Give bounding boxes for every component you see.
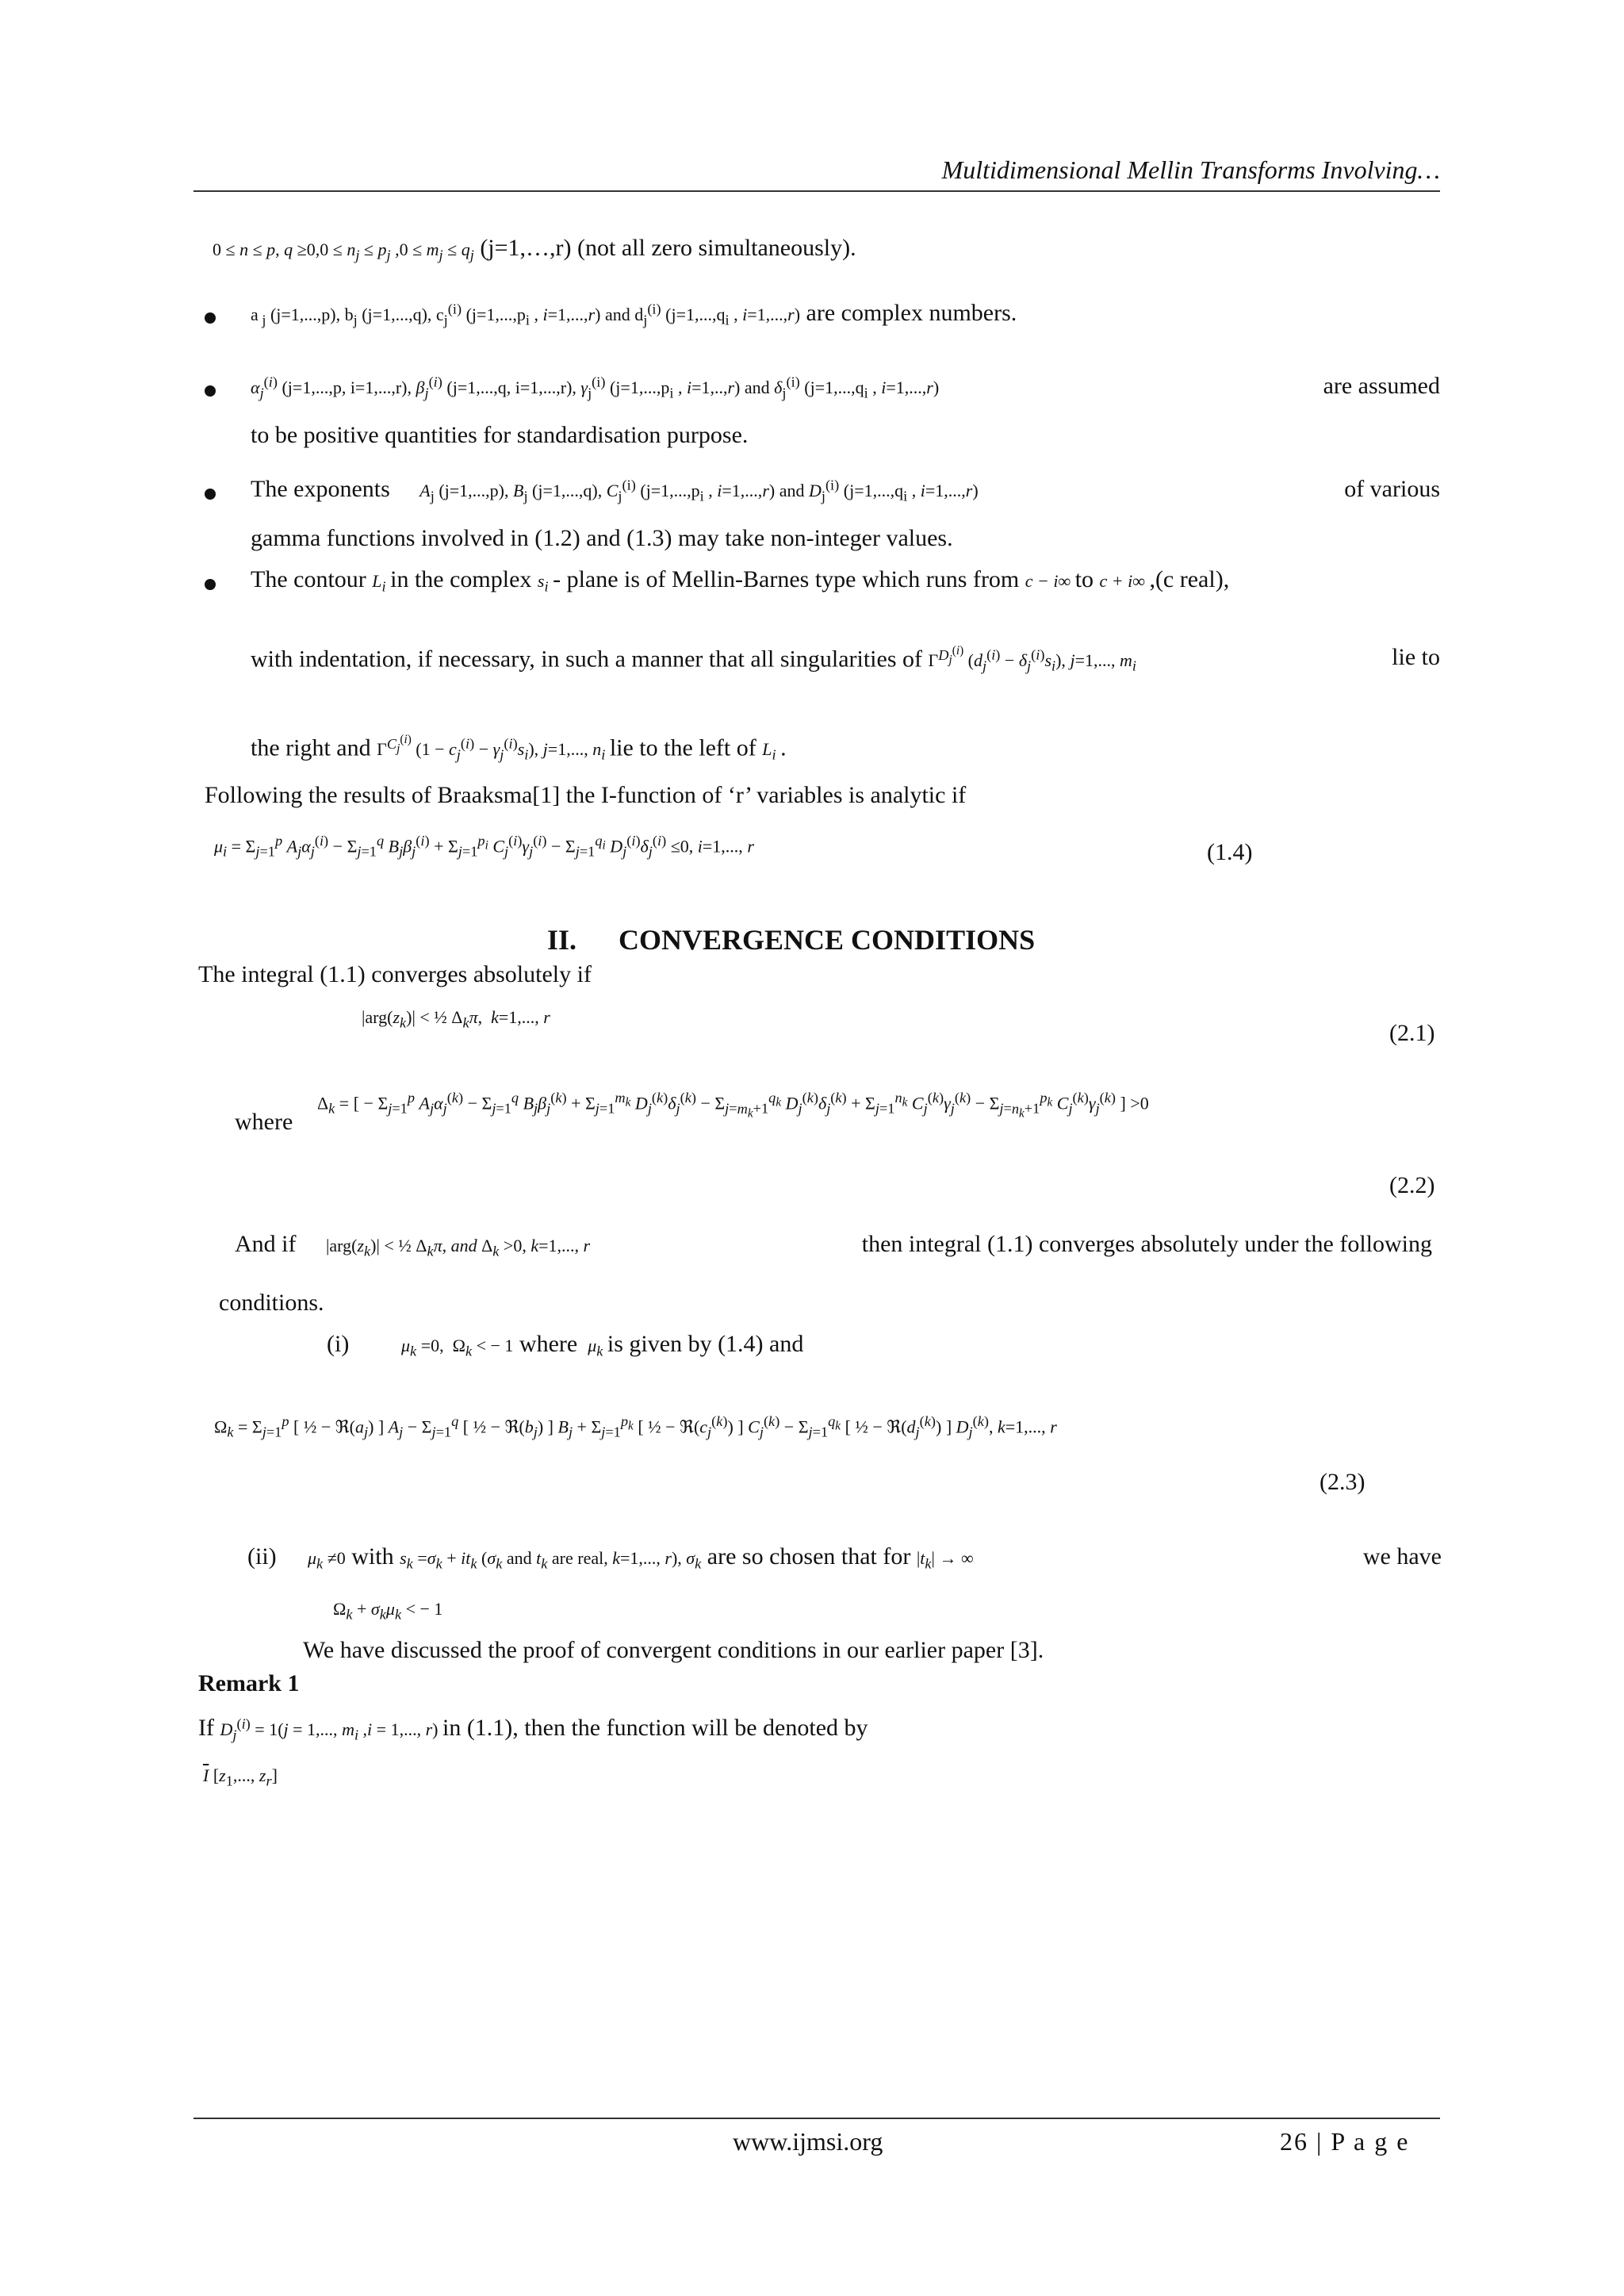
positive-quantities-line	[251, 373, 1440, 401]
with-text: with	[351, 1543, 394, 1570]
we-have-text: we have	[1362, 1543, 1442, 1570]
section-number: II.	[547, 924, 577, 956]
mu-nonzero: $\mu_k \ne 0$	[308, 1548, 346, 1572]
left-of-text: lie to the left of	[609, 734, 756, 761]
conditions-text: conditions.	[219, 1290, 324, 1316]
running-header: Multidimensional Mellin Transforms Involving…	[941, 155, 1440, 184]
condition-i-line	[401, 1331, 803, 1359]
to-text: to	[1074, 566, 1094, 592]
header-rule	[193, 190, 1440, 192]
complex-numbers-text: are complex numbers.	[806, 300, 1017, 326]
bullet-point	[205, 489, 216, 500]
right-and-text: the right and	[251, 734, 371, 761]
remark-line	[198, 1715, 868, 1743]
equation-1-4: $\mu_i = \Sigma_{j=1}^p$ $A_j\alpha_j^{(i)} - \Sigma_{j=1}^q$ $B_j\beta_j^{(i)} + \Sigma_{j=1}^{p_i}$ $C_j^{(i)}\gamma_j^{(i)} - \Sigma_{j=1}^{q_i}$ $D_j^{(i)}\delta_j^{(i)} \le 0$, i=1,..., r	[214, 833, 754, 860]
condition-i-label: (i)	[327, 1331, 350, 1357]
integral-text: The integral (1.1) converges absolutely if	[198, 961, 592, 987]
upper-limit: c + i∞	[1099, 571, 1150, 591]
gamma-c-formula: $\Gamma^{C_j^{(i)}}$ $(1 - c_j^{(i)} - \gamma_j^{(i)}s_i)$, j=1,..., $n_i$	[377, 733, 606, 763]
equation-number: (2.3)	[1320, 1469, 1365, 1495]
then-text: then integral (1.1) converges absolutely under the following	[861, 1231, 1432, 1257]
lie-to-text: lie to	[1392, 644, 1440, 670]
are-chosen-text: are so chosen that for	[707, 1543, 911, 1570]
mu-k-symbol: $\mu_k$	[588, 1336, 603, 1359]
and-if-condition: $|arg(z_k)|$ < ½ $\Delta_k\pi$, and $\Delta_k >0$, k=1,..., r	[326, 1236, 591, 1259]
mellin-barnes-text: - plane is of Mellin-Barnes type which runs from	[553, 566, 1020, 592]
and-if-label: And if	[235, 1231, 297, 1257]
tk-limit: $|t_k|$ → ∞	[916, 1548, 974, 1572]
bullet-point	[205, 385, 216, 397]
lower-limit: c − i∞	[1025, 571, 1075, 591]
contour-symbol: $L_i$	[372, 571, 386, 595]
if-label: If	[198, 1715, 214, 1741]
bullet-point	[205, 579, 216, 590]
condition-ii-inequality: $\Omega_k + \sigma_k\mu_k$ < − 1	[333, 1599, 443, 1623]
parameter-range-line	[213, 235, 856, 263]
gamma-d-formula: $\Gamma^{D_j^{(i)}}$ $(d_j^{(i)} - \delta_j^{(i)}s_i)$, j=1,..., $m_i$	[928, 644, 1136, 674]
condition-i-given: is given by (1.4) and	[607, 1331, 804, 1357]
equation-2-2: $\Delta_k$ = [ − $\Sigma_{j=1}^p$ $A_j\alpha_j^{(k)} - \Sigma_{j=1}^q$ $B_j\beta_j^{(k)} + \Sigma_{j=1}^{m_k}$ $D_j^{(k)}\delta_j^{(k)} - \Sigma_{j=m_k+1}^{q_k}$ $D_j^{(k)}\delta_j^{(k)} + \Sigma_{j=1}^{n_k}$ $C_j^{(k)}\gamma_j^{(k)} - \Sigma_{j=n_k+1}^{p_k}$ $C_j^{(k)}\gamma_j^{(k)}$ ] >0	[317, 1090, 1149, 1121]
contour-line	[251, 566, 1440, 595]
condition-i-formula: $\mu_k =0$, $\Omega_k$ < − 1	[401, 1336, 514, 1359]
condition-ii-label: (ii)	[247, 1543, 277, 1570]
non-integer-text: gamma functions involved in (1.2) and (1.3) may take non-integer values.	[251, 525, 953, 551]
right-left-line: the right and $\Gamma^{C_j^{(i)}}$ $(1 - c_j^{(i)} - \gamma_j^{(i)}s_i)$, j=1,..., $n_i$ lie to the left of $L_i$ .	[251, 733, 787, 763]
s-definition: $s_k =\sigma_k + it_k$ ($\sigma_k$ and $t_k$ are real, k=1,..., r), $\sigma_k$	[400, 1548, 702, 1572]
complex-label: in the complex	[390, 566, 532, 592]
s-symbol: $s_i$	[537, 571, 549, 595]
and-if-line	[235, 1231, 1432, 1259]
condition-ii-line	[308, 1543, 1442, 1572]
condition-i-where: where	[519, 1331, 578, 1357]
braaksma-text: Following the results of Braaksma[1] the I-function of ‘r’ variables is analytic if	[205, 782, 967, 808]
bullet-point	[205, 312, 216, 324]
exponents-formula: $A_j$ (j=1,...,p), $B_j$ (j=1,...,q), $C_j^{(i)}$ ($j=1,...,p_i$ , i=1,...,r) and $D_j^{(i)}$ ($j=1,...,q_i$ , i=1,...,r)	[419, 477, 979, 504]
various-text: of various	[1344, 476, 1440, 502]
remark-formula: $D_j^{(i)} = 1(j = 1$,..., $m_i$ ,i = 1,..., r)	[220, 1715, 442, 1743]
exponents-label: The exponents	[251, 476, 390, 502]
complex-params-formula: a $_j$ (j=1,...,p), $b_j$ (j=1,...,q), $c_j^{(i)}$ ($j=1,...,p_i$ , i=1,...,r) and $d_j^{(i)}$ ($j=1,...,q_i$ , i=1,...,r)	[251, 301, 801, 328]
assumed-text: are assumed	[1323, 373, 1440, 399]
i-bar-function: $\overline{I}$ [$z_1$,..., $z_r$]	[203, 1765, 278, 1789]
parameter-range-formula: 0 ≤ n ≤ p, $q \ge 0,0 \le n_j \le p_j$ $,0 \le m_j \le q_j$	[213, 240, 474, 263]
equation-number: (2.1)	[1389, 1020, 1435, 1046]
equation-number: (1.4)	[1207, 839, 1253, 865]
standardisation-text: to be positive quantities for standardisation purpose.	[251, 422, 749, 448]
footer-rule	[193, 2118, 1440, 2119]
singularities-line	[251, 644, 1440, 675]
footer-website: www.ijmsi.org	[733, 2127, 883, 2156]
section-heading	[547, 923, 1035, 956]
greek-params-formula: $\alpha_j^{(i)}$ (j=1,...,p, i=1,...,r), $\beta_j^{(i)}$ (j=1,...,q, i=1,...,r), $\gamma_j^{(i)}$ ($j=1,...,p_i$ , i=1,..,r) and $\delta_j^{(i)}$ ($j=1,...,q_i$ , i=1,...,r)	[251, 374, 940, 401]
parameter-range-text: (j=1,…,r) (not all zero simultaneously).	[480, 235, 856, 261]
discussed-text: We have discussed the proof of convergent conditions in our earlier paper [3].	[303, 1637, 1044, 1663]
singularities-text: with indentation, if necessary, in such a manner that all singularities of	[251, 646, 922, 673]
equation-2-1: $|arg(z_k)|$ < ½ $\Delta_k\pi$, k=1,..., r	[362, 1007, 550, 1031]
denoted-text: in (1.1), then the function will be denoted by	[442, 1715, 868, 1741]
equation-number: (2.2)	[1389, 1172, 1435, 1198]
where-label: where	[235, 1109, 293, 1135]
complex-numbers-line	[251, 300, 1017, 328]
page-number: 26 | P a g e	[1280, 2127, 1410, 2156]
remark-heading: Remark 1	[198, 1670, 300, 1696]
contour-label: The contour	[251, 566, 366, 592]
section-title: CONVERGENCE CONDITIONS	[619, 924, 1036, 956]
equation-2-3: $\Omega_k = \Sigma_{j=1}^p$ [ ½ − $ℜ(a_j)$ ] $A_j - \Sigma_{j=1}^q$ [ ½ − $ℜ(b_j)$ ] $B_j + \Sigma_{j=1}^{p_k}$ [ ½ − $ℜ(c_j^{(k)})$ ] $C_j^{(k)} - \Sigma_{j=1}^{q_k}$ [ ½ − $ℜ(d_j^{(k)})$ ] $D_j^{(k)}$, k=1,..., r	[214, 1413, 1057, 1440]
exponents-line	[251, 476, 1440, 504]
c-real-text: ,(c real),	[1149, 566, 1230, 592]
contour-symbol-2: $L_i$	[762, 739, 776, 763]
